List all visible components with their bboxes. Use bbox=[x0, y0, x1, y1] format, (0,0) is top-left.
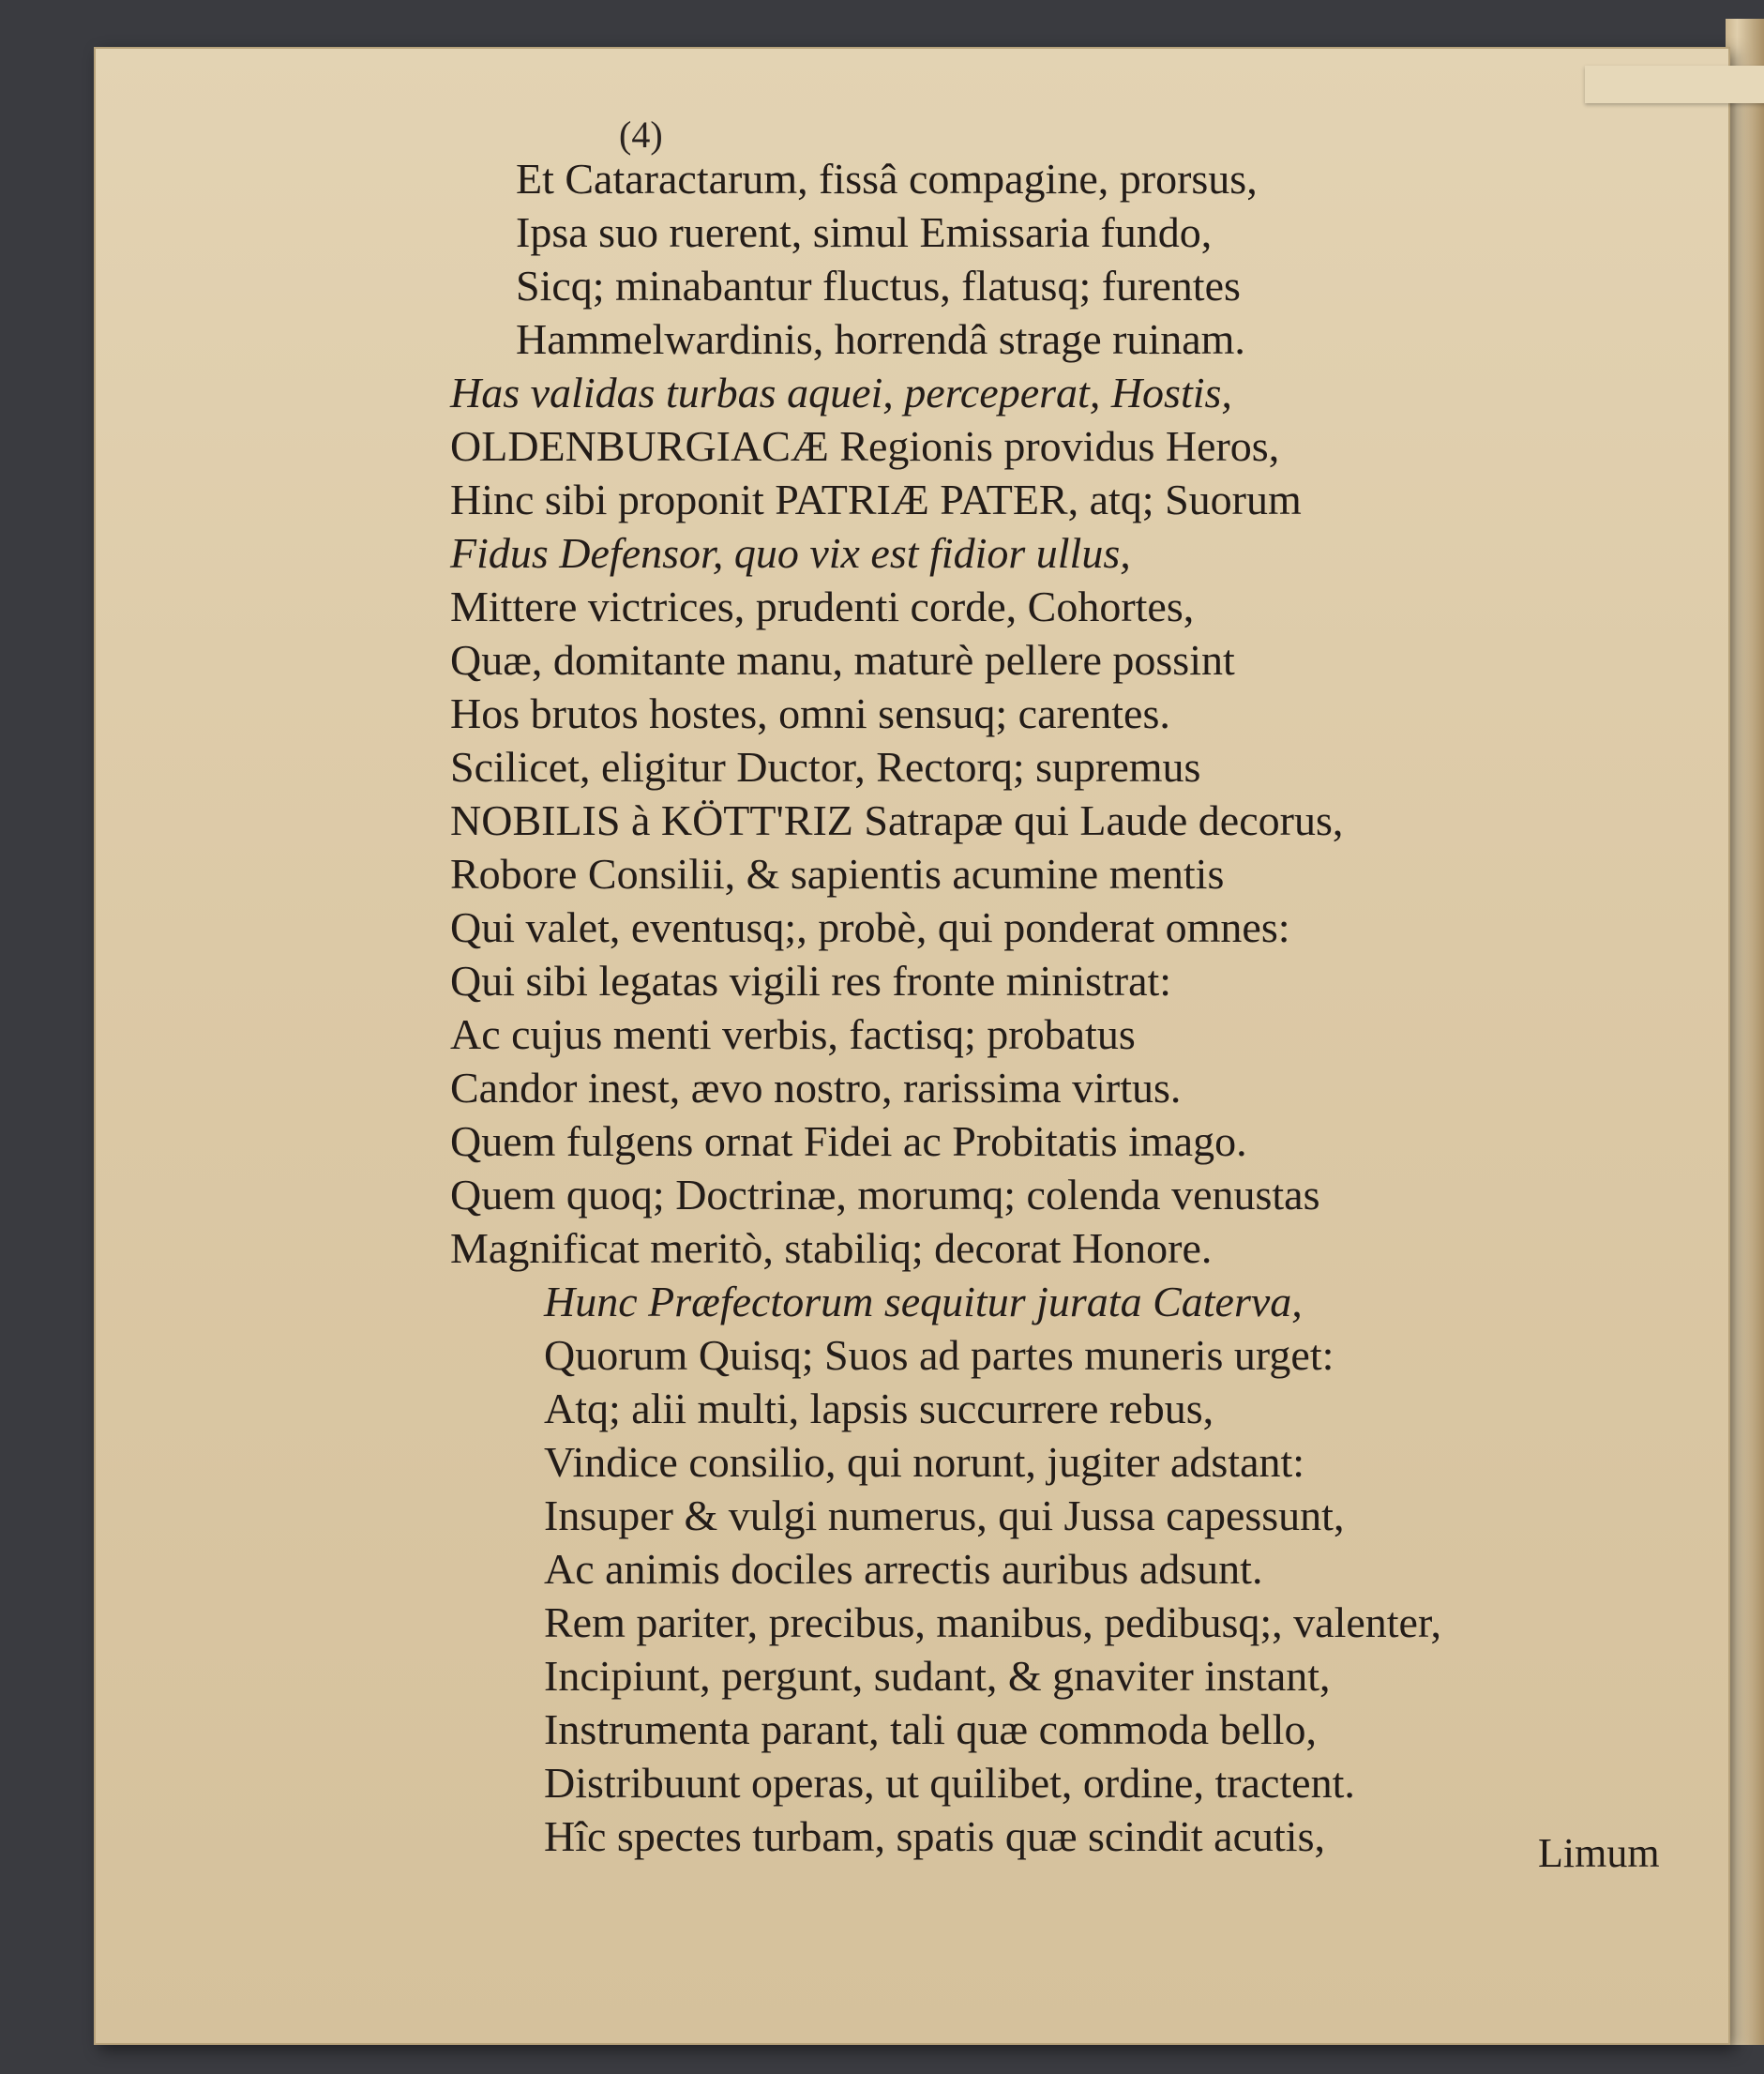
verse-text bbox=[94, 47, 1730, 2045]
verse-line: Distribuunt operas, ut quilibet, ordine, tractent. bbox=[544, 1759, 1355, 1807]
verse-line: Quorum Quisq; Suos ad partes muneris urget: bbox=[544, 1331, 1334, 1379]
verse-line: Rem pariter, precibus, manibus, pedibusq;, valenter, bbox=[544, 1598, 1441, 1646]
catchword: Limum bbox=[1538, 1830, 1660, 1876]
verse-line: Et Cataractarum, fissâ compagine, prorsus, bbox=[516, 155, 1258, 203]
verse-line: Scilicet, eligitur Ductor, Rectorq; supremus bbox=[450, 743, 1201, 791]
verse-line: Ipsa suo ruerent, simul Emissaria fundo, bbox=[516, 208, 1213, 256]
page-number: (4) bbox=[619, 114, 663, 156]
verse-line: Vindice consilio, qui norunt, jugiter adstant: bbox=[544, 1438, 1305, 1486]
verse-line: Hunc Præfectorum sequitur jurata Caterva, bbox=[544, 1278, 1303, 1325]
verse-line: Ac cujus menti verbis, factisq; probatus bbox=[450, 1010, 1136, 1058]
verse-line: Hîc spectes turbam, spatis quæ scindit acutis, bbox=[544, 1812, 1325, 1860]
verse-line: Hos brutos hostes, omni sensuq; carentes. bbox=[450, 689, 1170, 737]
verse-line: OLDENBURGIACÆ Regionis providus Heros, bbox=[450, 422, 1280, 470]
verse-line: Atq; alii multi, lapsis succurrere rebus, bbox=[544, 1385, 1214, 1432]
verse-line: Quæ, domitante manu, maturè pellere possint bbox=[450, 636, 1235, 684]
verse-line: Sicq; minabantur fluctus, flatusq; furentes bbox=[516, 262, 1241, 310]
verse-line: Qui sibi legatas vigili res fronte ministrat: bbox=[450, 957, 1172, 1005]
verse-line: Has validas turbas aquei, perceperat, Hostis, bbox=[450, 369, 1232, 416]
verse-line: Candor inest, ævo nostro, rarissima virtus. bbox=[450, 1064, 1182, 1112]
verse-line: Fidus Defensor, quo vix est fidior ullus, bbox=[450, 529, 1131, 577]
adjacent-page-edge bbox=[1726, 19, 1764, 2045]
verse-line: Hinc sibi proponit PATRIÆ PATER, atq; Suorum bbox=[450, 476, 1302, 523]
verse-line: Magnificat meritò, stabiliq; decorat Honore. bbox=[450, 1224, 1213, 1272]
verse-line: Insuper & vulgi numerus, qui Jussa capessunt, bbox=[544, 1491, 1345, 1539]
verse-line: Quem quoq; Doctrinæ, morumq; colenda venustas bbox=[450, 1171, 1320, 1219]
verse-line: Qui valet, eventusq;, probè, qui ponderat omnes: bbox=[450, 903, 1290, 951]
verse-line: Incipiunt, pergunt, sudant, & gnaviter instant, bbox=[544, 1652, 1331, 1700]
verse-line: Robore Consilii, & sapientis acumine mentis bbox=[450, 850, 1225, 898]
verse-line: Ac animis dociles arrectis auribus adsunt. bbox=[544, 1545, 1263, 1593]
verse-line: Mittere victrices, prudenti corde, Cohortes, bbox=[450, 583, 1195, 630]
verse-line: Hammelwardinis, horrendâ strage ruinam. bbox=[516, 315, 1245, 363]
book-page bbox=[94, 47, 1730, 2045]
verse-line: Instrumenta parant, tali quæ commoda bello, bbox=[544, 1705, 1317, 1753]
verse-line: NOBILIS à KÖTT'RIZ Satrapæ qui Laude decorus, bbox=[450, 796, 1344, 844]
verse-line: Quem fulgens ornat Fidei ac Probitatis imago. bbox=[450, 1117, 1247, 1165]
